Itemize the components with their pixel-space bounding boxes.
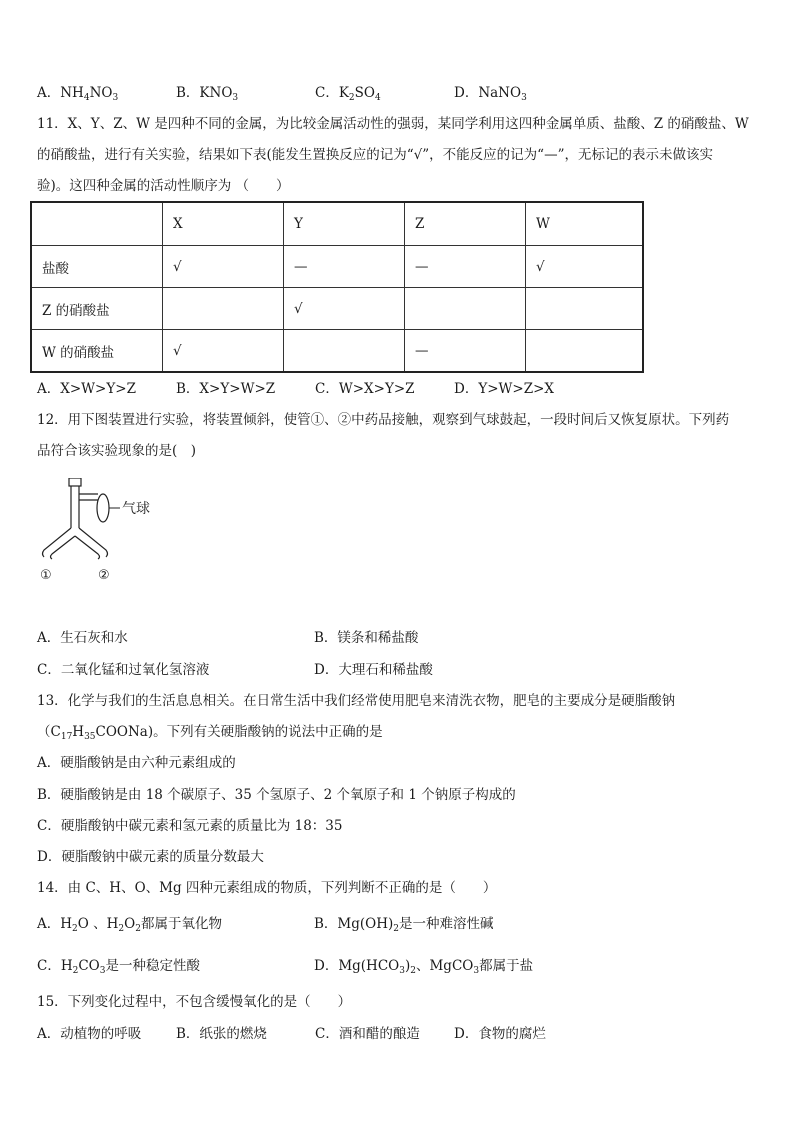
q11-option-c: C．W>X>Y>Z	[315, 381, 415, 397]
table-cell: √	[163, 246, 284, 288]
table-header-cell: W	[526, 202, 644, 246]
q14-option-b: B．$Mg(OH)_2$是一种难溶性碱	[314, 916, 494, 934]
q15-stem: 15．下列变化过程中，不包含缓慢氧化的是（ ）	[37, 994, 352, 1010]
q12-options-row2	[37, 661, 433, 679]
q11-stem-line1: 11．X、Y、Z、W 是四种不同的金属，为比较金属活动性的强弱，某同学利用这四种金属单质、盐酸、Z 的硝酸盐、W	[37, 116, 749, 132]
table-header-cell: Y	[284, 202, 405, 246]
q13-stem-line1: 13．化学与我们的生活息息相关。在日常生活中我们经常使用肥皂来清洗衣物，肥皂的主要成分是硬脂酸钠	[37, 693, 676, 709]
table-row	[31, 246, 643, 288]
q14-options-row1	[37, 915, 494, 933]
balloon-label: 气球	[122, 501, 150, 517]
table-cell	[284, 330, 405, 373]
q15-option-a: A．动植物的呼吸	[37, 1026, 142, 1042]
q12-option-d: D．大理石和稀盐酸	[314, 662, 433, 678]
tube-label-2: ②	[98, 568, 110, 583]
q10-option-c: C．$K_2SO_4$	[315, 85, 381, 103]
q13-option-c: C．硬脂酸钠中碳元素和氢元素的质量比为 18：35	[37, 818, 343, 834]
table-cell: Z 的硝酸盐	[31, 288, 163, 330]
q10-option-a: A．$NH_4NO_3$	[37, 85, 119, 103]
table-row	[31, 288, 643, 330]
table-header-cell: X	[163, 202, 284, 246]
table-header-cell	[31, 202, 163, 246]
q15-option-b: B．纸张的燃烧	[176, 1026, 267, 1042]
q11-option-d: D．Y>W>Z>X	[454, 381, 555, 397]
table-cell: 盐酸	[31, 246, 163, 288]
q15-options	[37, 1025, 546, 1043]
table-cell: √	[284, 288, 405, 330]
q13-option-a: A．硬脂酸钠是由六种元素组成的	[37, 755, 236, 771]
table-cell	[526, 288, 644, 330]
q14-options-row2	[37, 957, 533, 975]
q12-option-c: C．二氧化锰和过氧化氢溶液	[37, 662, 210, 678]
y-tube-apparatus-figure	[40, 478, 180, 592]
q10-option-b: B．$KNO_3$	[176, 85, 239, 103]
q11-options	[37, 380, 554, 398]
q10-option-d: D．NaNO$_3$	[454, 85, 527, 103]
q12-option-a: A．生石灰和水	[37, 630, 128, 646]
q12-option-b: B．镁条和稀盐酸	[314, 630, 419, 646]
q12-stem-line2: 品符合该实验现象的是( )	[37, 443, 197, 459]
table-cell: W 的硝酸盐	[31, 330, 163, 373]
q11-stem-line2: 的硝酸盐，进行有关实验，结果如下表(能发生置换反应的记为“√”，不能反应的记为“—”，无标记的表示未做该实	[37, 147, 713, 163]
q15-option-c: C．酒和醋的酿造	[315, 1026, 420, 1042]
q10-options	[37, 84, 527, 102]
q11-option-b: B．X>Y>W>Z	[176, 381, 276, 397]
q11-option-a: A．X>W>Y>Z	[37, 381, 136, 397]
q11-table	[30, 201, 644, 373]
q14-option-d: D．$Mg(HCO_3)_2$、MgCO$_3$都属于盐	[314, 958, 534, 976]
table-cell	[163, 288, 284, 330]
table-cell: √	[163, 330, 284, 373]
y-tube-diagram	[40, 478, 180, 588]
table-header-cell: Z	[405, 202, 526, 246]
q14-option-a: A．$H_2O$ 、$H_2O_2$都属于氧化物	[37, 916, 222, 934]
table-row	[31, 330, 643, 373]
q13-stem-line2: $(C_{17}H_{35}COONa)$。下列有关硬脂酸钠的说法中正确的是	[37, 724, 383, 742]
q13-option-d: D．硬脂酸钠中碳元素的质量分数最大	[37, 849, 264, 865]
q14-option-c: C．$H_2CO_3$是一种稳定性酸	[37, 958, 200, 976]
table-cell	[526, 330, 644, 373]
q15-option-d: D．食物的腐烂	[454, 1026, 546, 1042]
q11-stem-line3: 验)。这四种金属的活动性顺序为 （ ）	[37, 178, 290, 194]
tube-label-1: ①	[40, 568, 52, 583]
q13-option-b: B．硬脂酸钠是由 18 个碳原子、35 个氢原子、2 个氧原子和 1 个钠原子构成的	[37, 787, 516, 803]
table-header-row	[31, 202, 643, 246]
q14-stem: 14．由 C、H、O、Mg 四种元素组成的物质，下列判断不正确的是（ ）	[37, 880, 497, 896]
table-cell: —	[284, 246, 405, 288]
table-cell: —	[405, 330, 526, 373]
table-cell: —	[405, 246, 526, 288]
table-cell	[405, 288, 526, 330]
q12-options-row1	[37, 629, 418, 647]
table-cell: √	[526, 246, 644, 288]
q12-stem-line1: 12．用下图装置进行实验，将装置倾斜，使管①、②中药品接触，观察到气球鼓起，一段时间后又恢复原状。下列药	[37, 412, 730, 428]
